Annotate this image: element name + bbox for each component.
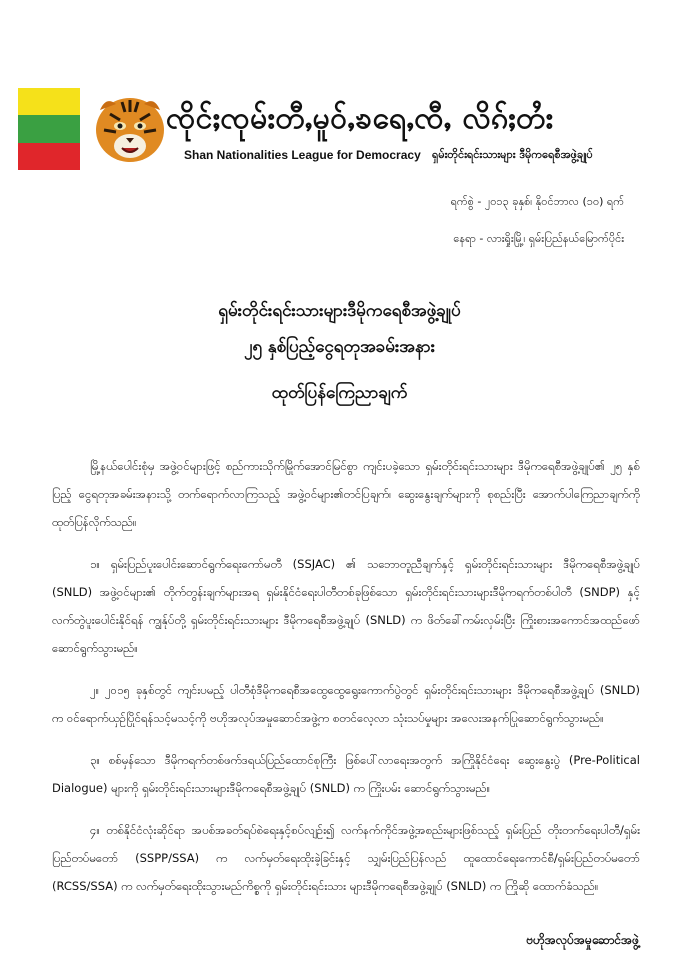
heading-statement: ထုတ်ပြန်ကြေညာချက် (271, 383, 408, 403)
statement-place: နေရာ - လားရှိုးမြို့၊ ရှမ်းပြည်နယ်မြောက်ပိုင်း (453, 232, 624, 245)
paragraph-4: ၄။ တစ်နိုင်ငံလုံးဆိုင်ရာ အပစ်အခတ်ရပ်စဲရေးနှင့်စပ်လျဉ်း၍ လက်နက်ကိုင်အဖွဲ့အစည်းများဖြစ်သည့် ရှမ်းပြည် တိုးတက်ရေးပါတီ/ရှမ်းပြည်တပ်မတော် (SSPP/SSA) က လက်မှတ်ရေးထိုးခဲ့ခြင်းနှင့် သျှမ်းပြည်ပြန်လည် ထူထောင်ရေးကောင်စီ/ရှမ်းပြည်တပ်မတော် (RCSS/SSA) က လက်မှတ်ရေးထိုးသွားမည်ကိစ္စကို ရှမ်းတိုင်းရင်းသား များဒီမိုကရေစီအဖွဲ့ချုပ် (SNLD) က ကြိုဆို ထောက်ခံသည်။ (52, 823, 640, 893)
paragraph-3: ၃။ စစ်မှန်သော ဒီမိုကရက်တစ်ဖက်ဒရယ်ပြည်ထောင်စုကြီး ဖြစ်ပေါ်လာရေးအတွက် အကြိုနိုင်ငံရေး ဆွေးနွေးပွဲ (Pre-Political Dialogue) များကို ရှမ်းတိုင်းရင်းသားများဒီမိုကရေစီအဖွဲ့ချုပ် (SNLD) က ကြိုးပမ်း ဆောင်ရွက်သွားမည်။ (52, 753, 640, 795)
shan-flag-icon (18, 88, 80, 170)
org-name-english: Shan Nationalities League for Democracy (184, 148, 421, 162)
signature: ဗဟိုအလုပ်အမှုဆောင်အဖွဲ့ (526, 933, 639, 947)
paragraph-intro: မြို့နယ်ပေါင်းစုံမှ အဖွဲ့ဝင်များဖြင့် စည်ကားသိုက်မြိုက်အောင်မြင်စွာ ကျင်းပခဲ့သော ရှမ်းတိုင်းရင်းသားများ ဒီမိုကရေစီအဖွဲ့ချုပ်၏ ၂၅ နှစ်ပြည့် ငွေရတုအခမ်းအနားသို့ တက်ရောက်လာကြသည့် အဖွဲ့ဝင်များ၏တင်ပြချက်၊ ဆွေးနွေးချက်များကို စုစည်းပြီး အောက်ပါကြေညာချက်ကို ထုတ်ပြန်လိုက်သည်။ (52, 459, 640, 529)
letterhead (18, 88, 658, 178)
heading-anniversary: ၂၅ နှစ်ပြည့်ငွေရတုအခမ်းအနား (243, 337, 436, 357)
org-name-myanmar: ရှမ်းတိုင်းရင်းသားများ ဒီမိုကရေစီအဖွဲ့ချုပ် (432, 148, 593, 161)
statement-body (52, 452, 640, 914)
heading-organization: ရှမ်းတိုင်းရင်းသားများဒီမိုကရေစီအဖွဲ့ချုပ် (218, 301, 461, 321)
tiger-head-icon (90, 88, 170, 168)
paragraph-2: ၂။ ၂၀၁၅ ခုနှစ်တွင် ကျင်းပမည့် ပါတီစုံဒီမိုကရေစီအထွေထွေရွေးကောက်ပွဲတွင် ရှမ်းတိုင်းရင်းသားများ ဒီမိုကရေစီအဖွဲ့ချုပ် (SNLD) က ဝင်ရောက်ယှဉ်ပြိုင်ရန်သင့်မသင့်ကို ဗဟိုအလုပ်အမှုဆောင်အဖွဲ့က စတင်လေ့လာ သုံးသပ်မှုများ အလေးအနက်ပြုဆောင်ရွက်သွားမည်။ (52, 683, 640, 725)
statement-date: ရက်စွဲ - ၂၀၁၃ ခုနှစ်၊ နိုဝင်ဘာလ (၁၀) ရက် (450, 195, 624, 208)
paragraph-1: ၁။ ရှမ်းပြည်ပူးပေါင်းဆောင်ရွက်ရေးကော်မတီ (SSJAC) ၏ သဘောတူညီချက်နှင့် ရှမ်းတိုင်းရင်းသားများ ဒီမိုကရေစီအဖွဲ့ချုပ် (SNLD) အဖွဲ့ဝင်များ၏ တိုက်တွန်းချက်များအရ ရှမ်းနိုင်ငံရေးပါတီတစ်ခုဖြစ်သော ရှမ်းတိုင်းရင်းသားများဒီမိုကရက်တစ်ပါတီ (SNDP) နှင့် လက်တွဲပူးပေါင်းနိုင်ရန် ကျွန်ုပ်တို့ ရှမ်းတိုင်းရင်းသားများ ဒီမိုကရေစီအဖွဲ့ချုပ် (SNLD) က ဖိတ်ခေါ်ကမ်းလှမ်းပြီး ကြိုးစားအကောင်အထည်ဖော် ဆောင်ရွက်သွားမည်။ (52, 557, 640, 655)
org-name-native: ၸိုင်ႈၸုမ်းတီႇမူဝ်ႇၶရေႇၸီႇ လိၵ်ႈတႆး (166, 101, 554, 136)
